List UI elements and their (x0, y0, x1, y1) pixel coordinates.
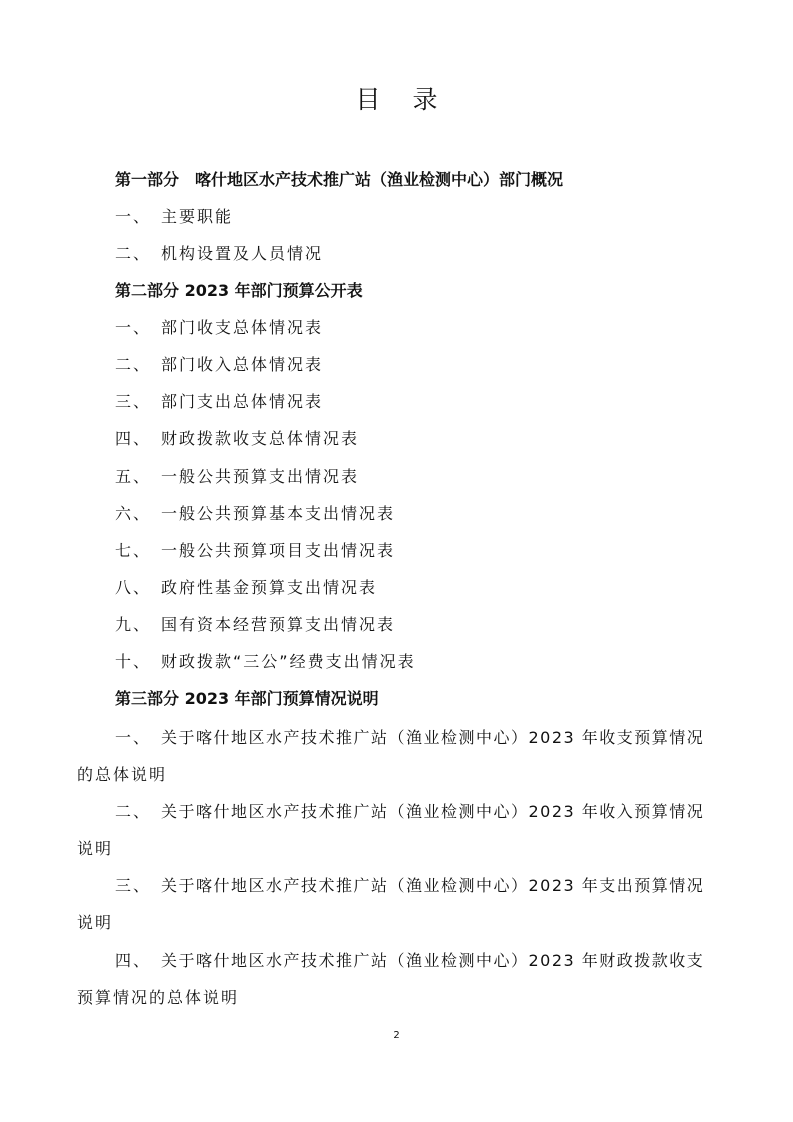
toc-item-label: 一般公共预算支出情况表 (161, 467, 360, 486)
toc-item-number: 二、 (115, 355, 152, 374)
toc-item-label: 国有资本经营预算支出情况表 (161, 615, 396, 634)
toc-item-continuation: 的总体说明 (77, 765, 168, 784)
toc-item-continuation: 说明 (77, 913, 114, 932)
toc-item-continuation: 预算情况的总体说明 (77, 988, 240, 1007)
part3-heading: 第三部分 2023 年部门预算情况说明 (115, 689, 379, 708)
toc-item-label: 关于喀什地区水产技术推广站（渔业检测中心）2023 年收支预算情况 (161, 728, 705, 747)
toc-item-number: 四、 (115, 951, 152, 970)
toc-item-number: 一、 (115, 207, 152, 226)
toc-item (115, 467, 359, 487)
toc-item-label: 一般公共预算基本支出情况表 (161, 504, 396, 523)
toc-item (115, 244, 323, 264)
part1-heading: 第一部分 喀什地区水产技术推广站（渔业检测中心）部门概况 (115, 170, 564, 189)
toc-item (115, 728, 704, 748)
toc-item-number: 六、 (115, 504, 152, 523)
toc-item (115, 392, 323, 412)
toc-item (115, 802, 704, 822)
page-number: 2 (393, 1030, 400, 1041)
toc-item-number: 三、 (115, 876, 152, 895)
toc-item (115, 355, 323, 375)
toc-item-label: 关于喀什地区水产技术推广站（渔业检测中心）2023 年收入预算情况 (161, 802, 705, 821)
part2-heading: 第二部分 2023 年部门预算公开表 (115, 281, 363, 300)
toc-item (115, 951, 704, 971)
toc-item (115, 541, 395, 561)
toc-item (115, 578, 377, 598)
toc-item-label: 财政拨款收支总体情况表 (161, 429, 360, 448)
toc-item-number: 九、 (115, 615, 152, 634)
toc-item (115, 318, 323, 338)
toc-item-label: 关于喀什地区水产技术推广站（渔业检测中心）2023 年支出预算情况 (161, 876, 705, 895)
toc-item-number: 一、 (115, 318, 152, 337)
toc-item-label: 政府性基金预算支出情况表 (161, 578, 378, 597)
toc-item-label: 机构设置及人员情况 (161, 244, 324, 263)
toc-item (115, 504, 395, 524)
toc-item-number: 七、 (115, 541, 152, 560)
toc-item-number: 三、 (115, 392, 152, 411)
toc-item-number: 五、 (115, 467, 152, 486)
toc-item-number: 一、 (115, 728, 152, 747)
toc-item-label: 财政拨款“三公”经费支出情况表 (161, 652, 416, 671)
toc-item-number: 十、 (115, 652, 152, 671)
toc-item-label: 一般公共预算项目支出情况表 (161, 541, 396, 560)
toc-item-number: 二、 (115, 244, 152, 263)
toc-item-label: 部门支出总体情况表 (161, 392, 324, 411)
toc-item (115, 207, 233, 227)
toc-item-number: 二、 (115, 802, 152, 821)
page-title: 目 录 (355, 85, 450, 114)
toc-item (115, 876, 704, 896)
toc-item-number: 八、 (115, 578, 152, 597)
toc-item-label: 主要职能 (161, 207, 234, 226)
toc-item-label: 部门收入总体情况表 (161, 355, 324, 374)
toc-item (115, 652, 416, 672)
toc-item-label: 关于喀什地区水产技术推广站（渔业检测中心）2023 年财政拨款收支 (161, 951, 705, 970)
toc-item (115, 615, 395, 635)
toc-item-label: 部门收支总体情况表 (161, 318, 324, 337)
toc-item-continuation: 说明 (77, 839, 114, 858)
toc-item-number: 四、 (115, 429, 152, 448)
toc-item (115, 429, 359, 449)
